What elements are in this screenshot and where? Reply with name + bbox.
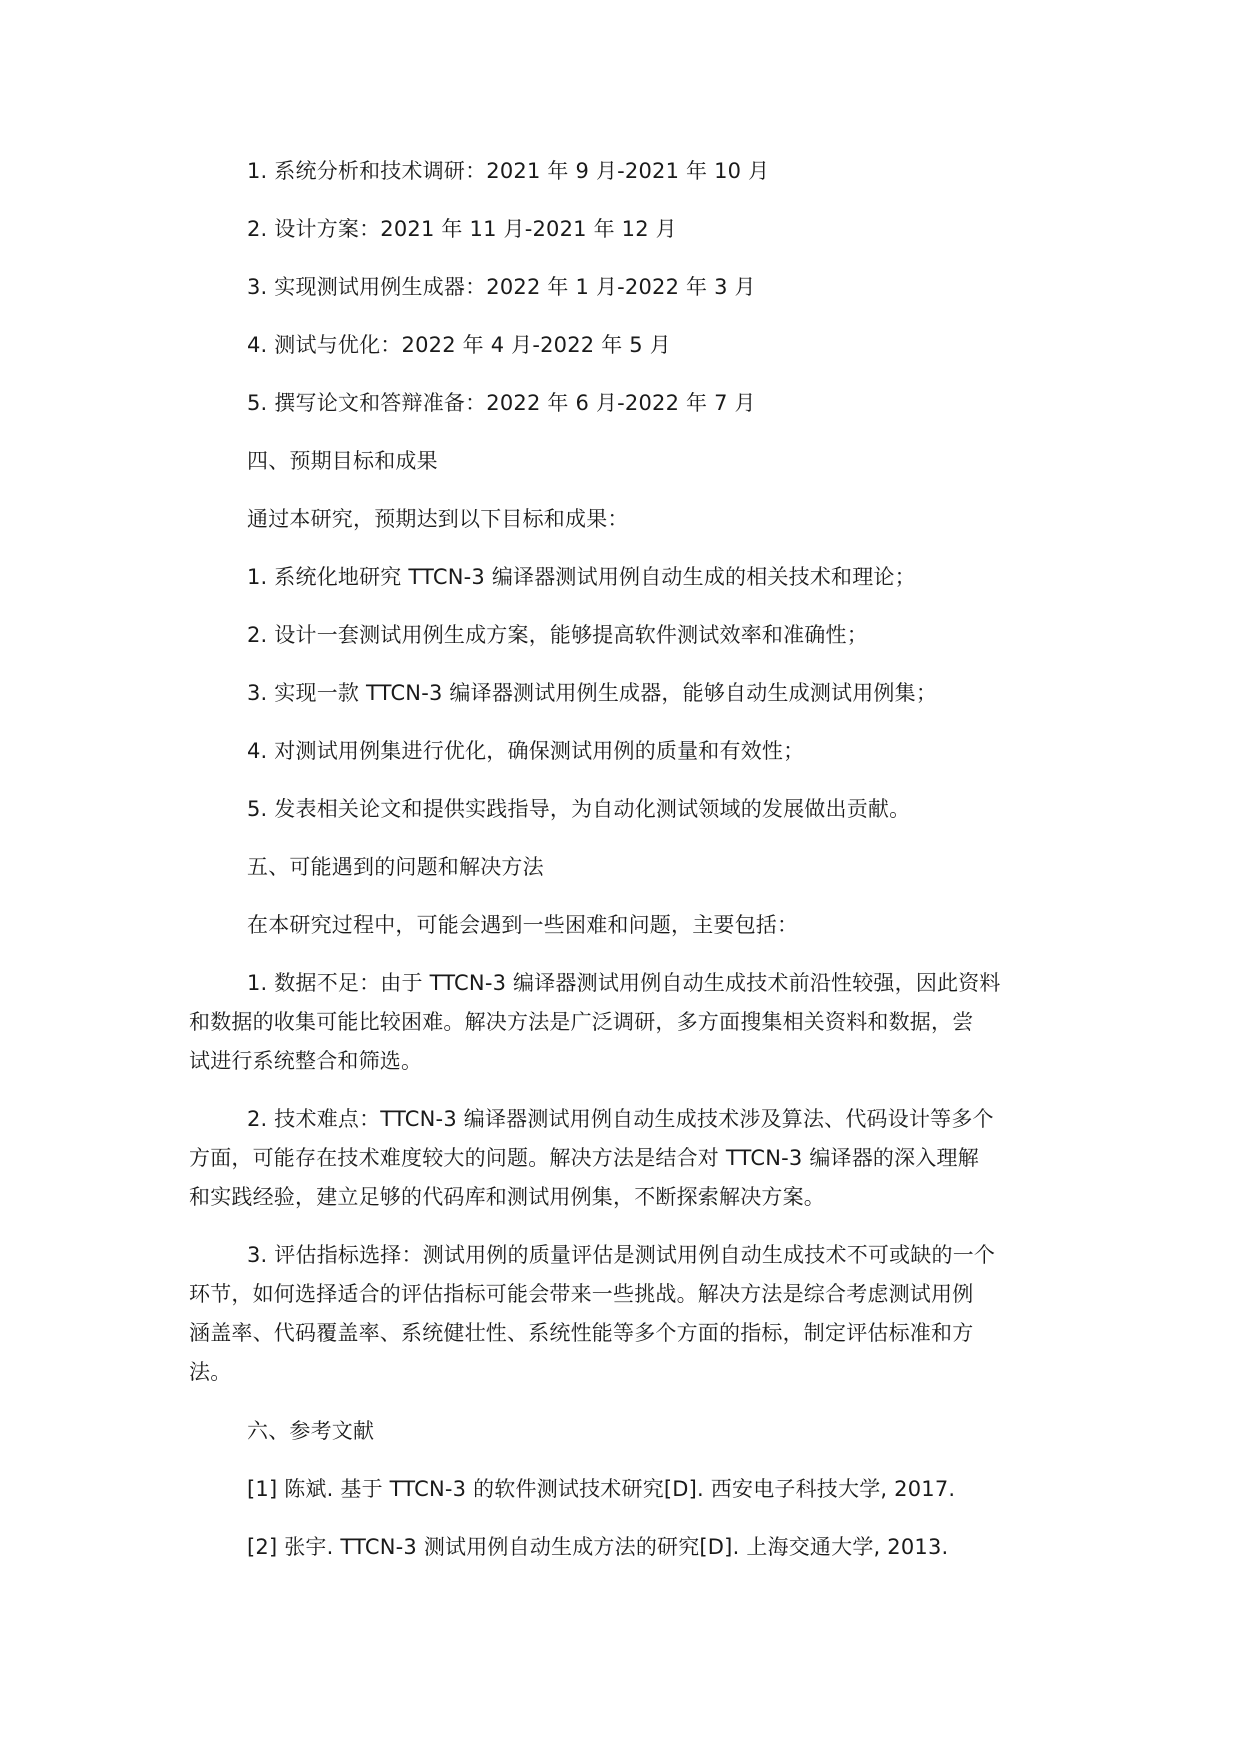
schedule-item-4: 4. 测试与优化：2022 年 4 月-2022 年 5 月	[247, 333, 671, 357]
reference-1: [1] 陈斌. 基于 TTCN-3 的软件测试技术研究[D]. 西安电子科技大学, 2017.	[247, 1477, 956, 1501]
problem-3-line-2: 环节，如何选择适合的评估指标可能会带来一些挑战。解决方法是综合考虑测试用例	[189, 1282, 974, 1306]
schedule-item-3: 3. 实现测试用例生成器：2022 年 1 月-2022 年 3 月	[247, 275, 756, 299]
problem-1-line-2: 和数据的收集可能比较困难。解决方法是广泛调研，多方面搜集相关资料和数据，尝	[189, 1010, 974, 1034]
section-heading-references: 六、参考文献	[247, 1419, 375, 1443]
goal-item-4: 4. 对测试用例集进行优化，确保测试用例的质量和有效性；	[247, 739, 805, 763]
schedule-item-1: 1. 系统分析和技术调研：2021 年 9 月-2021 年 10 月	[247, 159, 770, 183]
problem-3-line-3: 涵盖率、代码覆盖率、系统健壮性、系统性能等多个方面的指标，制定评估标准和方	[189, 1321, 974, 1345]
section-heading-goals: 四、预期目标和成果	[247, 449, 438, 473]
goals-intro: 通过本研究，预期达到以下目标和成果：	[247, 507, 629, 531]
schedule-item-5: 5. 撰写论文和答辩准备：2022 年 6 月-2022 年 7 月	[247, 391, 756, 415]
section-heading-problems: 五、可能遇到的问题和解决方法	[247, 855, 544, 879]
goal-item-2: 2. 设计一套测试用例生成方案，能够提高软件测试效率和准确性；	[247, 623, 868, 647]
problem-1-line-3: 试进行系统整合和筛选。	[189, 1049, 423, 1073]
problem-2-line-3: 和实践经验，建立足够的代码库和测试用例集，不断探索解决方案。	[189, 1185, 825, 1209]
problem-3-line-4: 法。	[189, 1360, 232, 1384]
goal-item-5: 5. 发表相关论文和提供实践指导，为自动化测试领域的发展做出贡献。	[247, 797, 911, 821]
schedule-item-2: 2. 设计方案：2021 年 11 月-2021 年 12 月	[247, 217, 677, 241]
goal-item-1: 1. 系统化地研究 TTCN-3 编译器测试用例自动生成的相关技术和理论；	[247, 565, 916, 589]
problem-2-line-2: 方面，可能存在技术难度较大的问题。解决方法是结合对 TTCN-3 编译器的深入理解	[189, 1146, 979, 1170]
reference-2: [2] 张宇. TTCN-3 测试用例自动生成方法的研究[D]. 上海交通大学, 2013.	[247, 1535, 949, 1559]
problem-2-line-1: 2. 技术难点：TTCN-3 编译器测试用例自动生成技术涉及算法、代码设计等多个	[247, 1107, 994, 1131]
problem-3-line-1: 3. 评估指标选择：测试用例的质量评估是测试用例自动生成技术不可或缺的一个	[247, 1243, 996, 1267]
problems-intro: 在本研究过程中，可能会遇到一些困难和问题，主要包括：	[247, 913, 799, 937]
goal-item-3: 3. 实现一款 TTCN-3 编译器测试用例生成器，能够自动生成测试用例集；	[247, 681, 938, 705]
problem-1-line-1: 1. 数据不足：由于 TTCN-3 编译器测试用例自动生成技术前沿性较强，因此资料	[247, 971, 1001, 995]
